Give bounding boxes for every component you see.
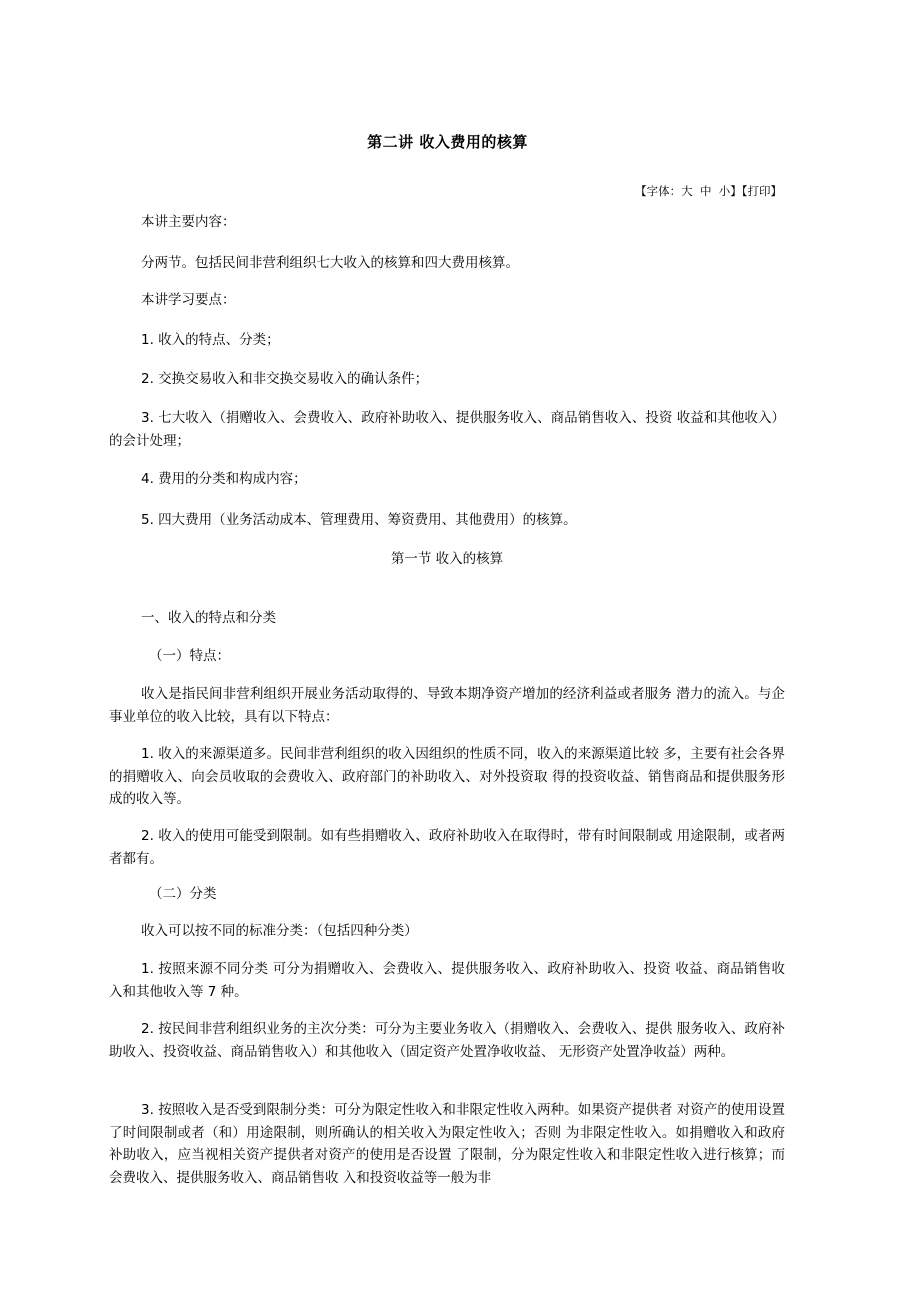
main-content-text: 分两节。包括民间非营利组织七大收入的核算和四大费用核算。 xyxy=(141,255,519,271)
classification-intro: 收入可以按不同的标准分类：（包括四种分类） xyxy=(141,923,418,939)
key-point-item: 4. 费用的分类和构成内容； xyxy=(141,471,307,487)
section-heading: 一、收入的特点和分类 xyxy=(141,610,276,626)
subsection-heading: （二）分类 xyxy=(149,886,217,902)
font-size-medium-link[interactable]: 中 xyxy=(699,184,712,198)
subsection-heading: （一）特点： xyxy=(149,648,230,664)
classification-paragraph: 1. 按照来源不同分类 可分为捐赠收入、会费收入、提供服务收入、政府补助收入、投资 收益、商品销售收入和其他收入等 7 种。 xyxy=(109,961,785,1000)
key-point-item: 3. 七大收入（捐赠收入、会费收入、政府补助收入、提供服务收入、商品销售收入、投资 收益和其他收入）的会计处理； xyxy=(109,410,785,449)
classification-paragraph: 2. 按民间非营利组织业务的主次分类：可分为主要业务收入（捐赠收入、会费收入、提供 服务收入、政府补助收入、投资收益、商品销售收入）和其他收入（固定资产处置净收收益、 无形资产处置净收益）两种。 xyxy=(109,1021,785,1060)
key-points-label: 本讲学习要点： xyxy=(141,292,236,308)
feature-paragraph: 1. 收入的来源渠道多。民间非营利组织的收入因组织的性质不同，收入的来源渠道比较 多，主要有社会各界的捐赠收入、向会员收取的会费收入、政府部门的补助收入、对外投资取 得的投资收益、销售商品和提供服务形成的收入等。 xyxy=(109,746,785,807)
key-point-item: 1. 收入的特点、分类； xyxy=(141,332,280,348)
font-size-small-link[interactable]: 小 xyxy=(718,184,731,198)
section-title: 第一节 收入的核算 xyxy=(390,551,504,567)
font-size-toolbar xyxy=(635,183,782,199)
font-label-open: 【字体： xyxy=(635,184,682,198)
font-label-close: 】 xyxy=(730,184,742,198)
classification-paragraph: 3. 按照收入是否受到限制分类：可分为限定性收入和非限定性收入两种。如果资产提供者 对资产的使用设置了时间限制或者（和）用途限制，则所确认的相关收入为限定性收入；否则 为非限定性收入。如捐赠收入和政府补助收入，应当视相关资产提供者对资产的使用是否设置 了限制，分为限定性收入和非限定性收入进行核算；而会费收入、提供服务收入、商品销售收 入和投资收益等一般为非 xyxy=(109,1102,785,1186)
main-content-label: 本讲主要内容： xyxy=(141,214,236,230)
definition-paragraph: 收入是指民间非营利组织开展业务活动取得的、导致本期净资产增加的经济利益或者服务 潜力的流入。与企事业单位的收入比较，具有以下特点： xyxy=(109,686,785,725)
print-link[interactable]: 【打印】 xyxy=(741,184,782,198)
page-title: 第二讲 收入费用的核算 xyxy=(367,133,528,151)
font-size-large-link[interactable]: 大 xyxy=(681,184,693,198)
key-point-item: 2. 交换交易收入和非交换交易收入的确认条件； xyxy=(141,371,429,387)
feature-paragraph: 2. 收入的使用可能受到限制。如有些捐赠收入、政府补助收入在取得时，带有时间限制或 用途限制，或者两者都有。 xyxy=(109,828,785,867)
key-point-item: 5. 四大费用（业务活动成本、管理费用、筹资费用、其他费用）的核算。 xyxy=(141,512,577,528)
